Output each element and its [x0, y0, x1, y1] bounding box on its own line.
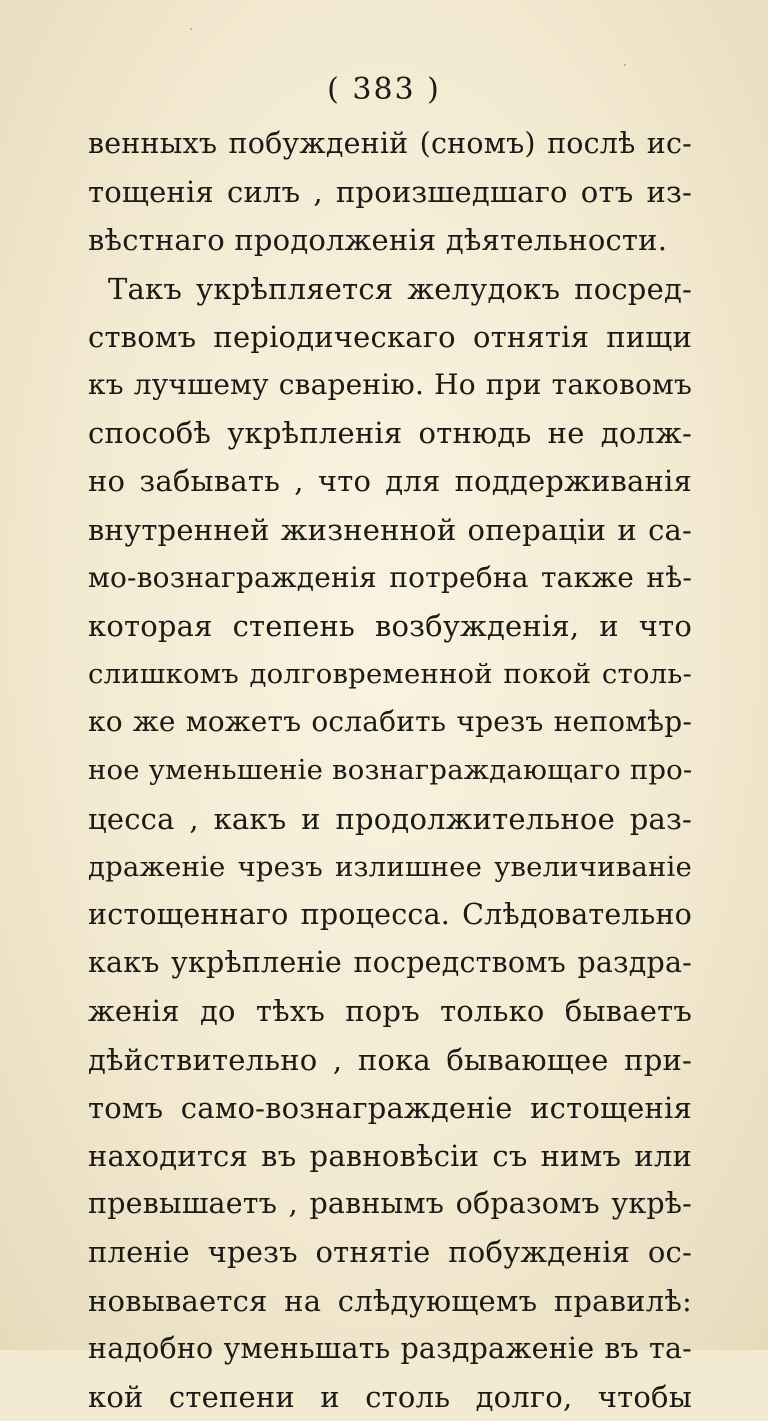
text-line: новывается на слѣдующемъ правилѣ:	[88, 1283, 692, 1318]
text-line: внутренней жизненной операціи и са-	[88, 512, 692, 547]
text-line: находится въ равновѣсіи съ нимъ или	[88, 1138, 692, 1173]
text-line: къ лучшему сваренію. Но при таковомъ	[88, 367, 692, 401]
text-line: которая степень возбужденія, и что	[88, 608, 692, 643]
text-line: пленіе чрезъ отнятіе побужденія ос-	[88, 1235, 692, 1270]
text-line: женія до тѣхъ поръ только бываетъ	[88, 994, 692, 1029]
text-line: кой степени и столь долго, чтобы	[88, 1379, 692, 1414]
text-line: превышаетъ , равнымъ образомъ укрѣ-	[88, 1187, 692, 1221]
text-line: какъ укрѣпленіе посредствомъ раздра-	[88, 946, 692, 980]
text-line: Такъ укрѣпляется желудокъ посред-	[108, 271, 692, 306]
text-line: ствомъ періодическаго отнятія пищи	[88, 319, 692, 354]
text-line: надобно уменьшать раздраженіе въ та-	[88, 1331, 692, 1365]
text-line: мо-вознагражденія потребна также нѣ-	[88, 560, 692, 594]
text-line: венныхъ побужденій (сномъ) послѣ ис-	[88, 127, 692, 160]
text-line: ко же можетъ ослабить чрезъ непомѣр-	[88, 705, 692, 739]
paper-speck	[624, 64, 626, 66]
text-line: но забывать , что для поддерживанія	[88, 464, 692, 499]
body-text	[88, 120, 692, 1421]
text-line: вѣстнаго продолженія дѣятельности.	[88, 223, 668, 258]
text-line: способѣ укрѣпленія отнюдь не долж-	[88, 416, 692, 451]
paper-speck	[190, 28, 192, 30]
text-line: слишкомъ долговременной покой столь-	[88, 658, 692, 691]
text-line: дѣйствительно , пока бывающее при-	[88, 1042, 692, 1077]
page-number: ( 383 )	[327, 72, 441, 107]
text-line: ное уменьшеніе вознаграждающаго про-	[88, 754, 693, 787]
text-line: цесса , какъ и продолжительное раз-	[88, 801, 692, 836]
text-line: томъ само-вознагражденіе истощенія	[88, 1090, 692, 1125]
text-line: тощенія силъ , произшедшаго отъ из-	[88, 175, 692, 210]
text-line: драженіе чрезъ излишнее увеличиваніе	[88, 850, 692, 883]
text-line: истощеннаго процесса. Слѣдовательно	[88, 898, 692, 931]
